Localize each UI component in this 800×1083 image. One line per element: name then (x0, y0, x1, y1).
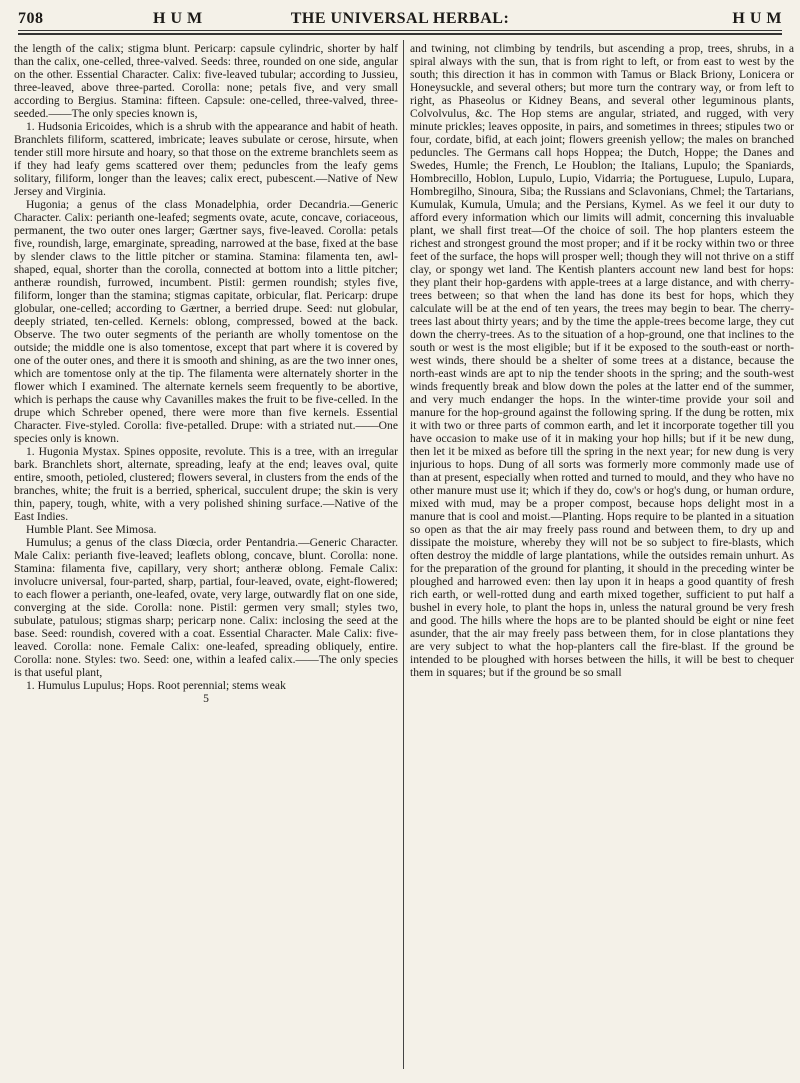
hudsonia-ericoides-entry: 1. Hudsonia Ericoides, which is a shrub with the appearance and habit of heath. Branchlets filiform, scattered, imbricate; leaves subulate or cerose, hirsute, when tender still more hirsute and hoary, so that those on the extreme branchlets seem as if they had leafy gems scattered over them; peduncles from the leafy gems solitary, filiform, longer than the leaves; calix erect, pubescent.—Native of New Jersey and Virginia. (14, 120, 398, 198)
hugonia-mystax-entry: 1. Hugonia Mystax. Spines opposite, revolute. This is a tree, with an irregular bark. Branchlets short, alternate, spreading, leafy at the end; leaves oval, quite entire, smooth, petioled, clustered; flowers several, in clusters from the ends of the branches, white; the fruit is a berried, spherical, succulent drupe; the skin is very thin, papery, tough, white, with a very polished shining surface.—Native of the East Indies. (14, 445, 398, 523)
humble-plant-entry: Humble Plant. See Mimosa. (26, 523, 157, 536)
signature-mark: 5 (203, 692, 209, 705)
running-header (18, 6, 782, 28)
running-word-left: H U M (153, 10, 203, 27)
humulus-lupulus-entry: 1. Humulus Lupulus; Hops. Root perennial; stems weak (26, 679, 286, 692)
hops-description: and twining, not climbing by tendrils, but ascending a prop, trees, shrubs, in a spiral always with the sun, that is from right to left, or from east to west by the south; this direction it has in common with Tamus or Black Briony, Lonicera or Honeysuckle, and several others; but more turn the contrary way, or from left to right, as Phaseolus or Kidney Beans, and several other leguminous plants, Colvolvulus, &c. The Hop stems are angular, striated, and rugged, with very minute prickles; leaves opposite, in pairs, and sometimes in threes; stipules two or four, cordate, bifid, at each joint; flowers greenish yellow; the males on branched peduncles. The Germans call hops Hoppea; the Dutch, Hoppe; the Danes and Swedes, Humle; the French, Le Houblon; the Italians, Lupulo; the Spaniards, Hombrecillo, Hoblon, Lupulo, Lupio, Vidarria; the Portuguese, Lupulo, Lupara, Hombregilho, Sinoura, Siba; the Russians and Sclavonians, Chmel; the Tartarians, Kumulak, Kumula, Umula; and the Persians, Kymel. As we feel it our duty to afford every information which our limits will admit, concerning this invaluable plant, we shall first treat—Of the choice of soil. The hop planters esteem the richest and strongest ground the most proper; and if it be rocky within two or three feet of the surface, the hops will prosper well; though they will not thrive on a stiff clay, or spongy wet land. The Kentish planters account new land best for hops: they plant their hop-gardens with apple-trees at a large distance, and with cherry-trees between; so that when the land has done its best for hops, which they calculate will be at the end of ten years, the trees may begin to bear. The cherry-trees last about thirty years; and by the time the apple-trees become large, they cut down the cherry-trees. As to the situation of a hop-ground, one that inclines to the south or west is the most eligible; but if it be exposed to the south-east or north-west winds, there should be a shelter of some trees at a distance, because the north-east winds are apt to nip the tender shoots in the spring; and the south-west winds frequently break and blow down the poles at the latter end of the summer, and very much endanger the hops. In the winter-time provide your soil and manure for the hop-ground against the following spring. If the dung be rotten, mix it with two or three parts of common earth, and let it incorporate together till you have occasion to make use of it in making your hop hills; but if it be new dung, then let it be mixed as before till the spring in the next year; for new dung is very injurious to hops. Dung of all sorts was formerly more commonly made use of than at present, especially when rotted and turned to mould, and they who have no other manure must use it; which if they do, cow's or hog's dung, or human ordure, mixed with mud, may be a proper compost, because hops delight most in a manure that is cool and moist.—Planting. Hops require to be planted in a situation so open as that the air may freely pass round and between them, to dry up and dissipate the moisture, whereby they will not be so subject to fire-blasts, which often destroy the middle of large plantations, while the outsides remain unhurt. As for the preparation of the ground for planting, it should in the preceding winter be ploughed and harrowed even: then lay upon it in heaps a good quantity of fresh rich earth, or well-rotted dung and earth mixed together, sufficient to put half a bushel in every hole, to plant the hops in, unless the natural ground be very fresh and good. The hills where the hops are to be planted should be eight or nine feet asunder, that the air may freely pass between them, for in close plantations they are very subject to what the hop-planters call the fire-blast. If the ground be intended to be ploughed with horses between the hills, it will be best to chequer them in squares; but if the ground be so small (410, 42, 794, 679)
running-word-right: H U M (732, 10, 782, 27)
header-rule-thick (18, 33, 782, 35)
header-rule (18, 30, 782, 31)
hudsonia-description-cont: the length of the calix; stigma blunt. Pericarp: capsule cylindric, shorter by half than the calix, one-celled, three-valved. Seeds: three, rounded on one side, angular on the other. Essential Character. Calix: five-leaved tubular; according to Jussieu, three-leaved, above three-parted. Corolla: none; petals five, and very small according to Bergius. Stamina: fifteen. Capsule: one-celled, three-valved, three-seeded.——The only species known is, (14, 42, 398, 120)
left-column (14, 42, 398, 1072)
hugonia-genus-entry: Hugonia; a genus of the class Monadelphia, order Decandria.—Generic Character. Calix: perianth one-leafed; segments ovate, acute, concave, coriaceous, permanent, the two outer ones larger; Gærtner says, five-leaved. Corolla: petals five, roundish, large, emarginate, spreading, narrowed at the base, fixed at the base by slender claws to the little pitcher or stamina. Stamina: filamenta ten, awl-shaped, equal, shorter than the corolla, connected at bottom into a little pitcher; antheræ roundish, furrowed, incumbent. Pistil: germen roundish; styles five, filiform, longer than the stamina; stigmas capitate, orbicular, flat. Pericarp: drupe globular, one-celled; according to Gærtner, a berried drupe. Seed: nut globular, deeply striated, ten-celled. Kernels: oblong, compressed, bowed at the back. Observe. The two outer segments of the perianth are wholly tomentose on the outside; the middle one is also tomentose, except that part where it is covered by one of the outer ones, and there it is smooth and shining, as are the two inner ones, which are tomentose only at the tip. The filamenta were alternately shorter in the flower which I examined. The alternate kernels seem frequently to be abortive, which is perhaps the cause why Cavanilles makes the fruit to be five-celled. In the drupe which Schreber opened, there were more than five kernels. Essential Character. Five-styled. Corolla: five-petalled. Drupe: with a striated nut.——One species only is known. (14, 198, 398, 445)
humulus-genus-entry: Humulus; a genus of the class Diœcia, order Pentandria.—Generic Character. Male Calix: perianth five-leaved; leaflets oblong, concave, blunt. Corolla: none. Stamina: filamenta five, capillary, very short; antheræ oblong. Female Calix: involucre universal, four-parted, sharp, partial, four-leaved, ovate, eight-flowered; to each flower a perianth, one-leafed, ovate, very large, outwardly flat on one side, converging at the side. Corolla: none. Pistil: germen very small; styles two, subulate, patulous; stigmas sharp; pericarp none. Calix: inclosing the seed at the base. Seed: roundish, covered with a coat. Essential Character. Male Calix: five-leaved. Corolla: none. Female Calix: one-leafed, spreading obliquely, entire. Corolla: none. Styles: two. Seed: one, within a leafed calix.——The only species is that useful plant, (14, 536, 398, 679)
column-divider (403, 40, 404, 1069)
page-number: 708 (18, 10, 44, 27)
right-column (410, 42, 794, 1072)
book-title: THE UNIVERSAL HERBAL: (290, 10, 510, 27)
